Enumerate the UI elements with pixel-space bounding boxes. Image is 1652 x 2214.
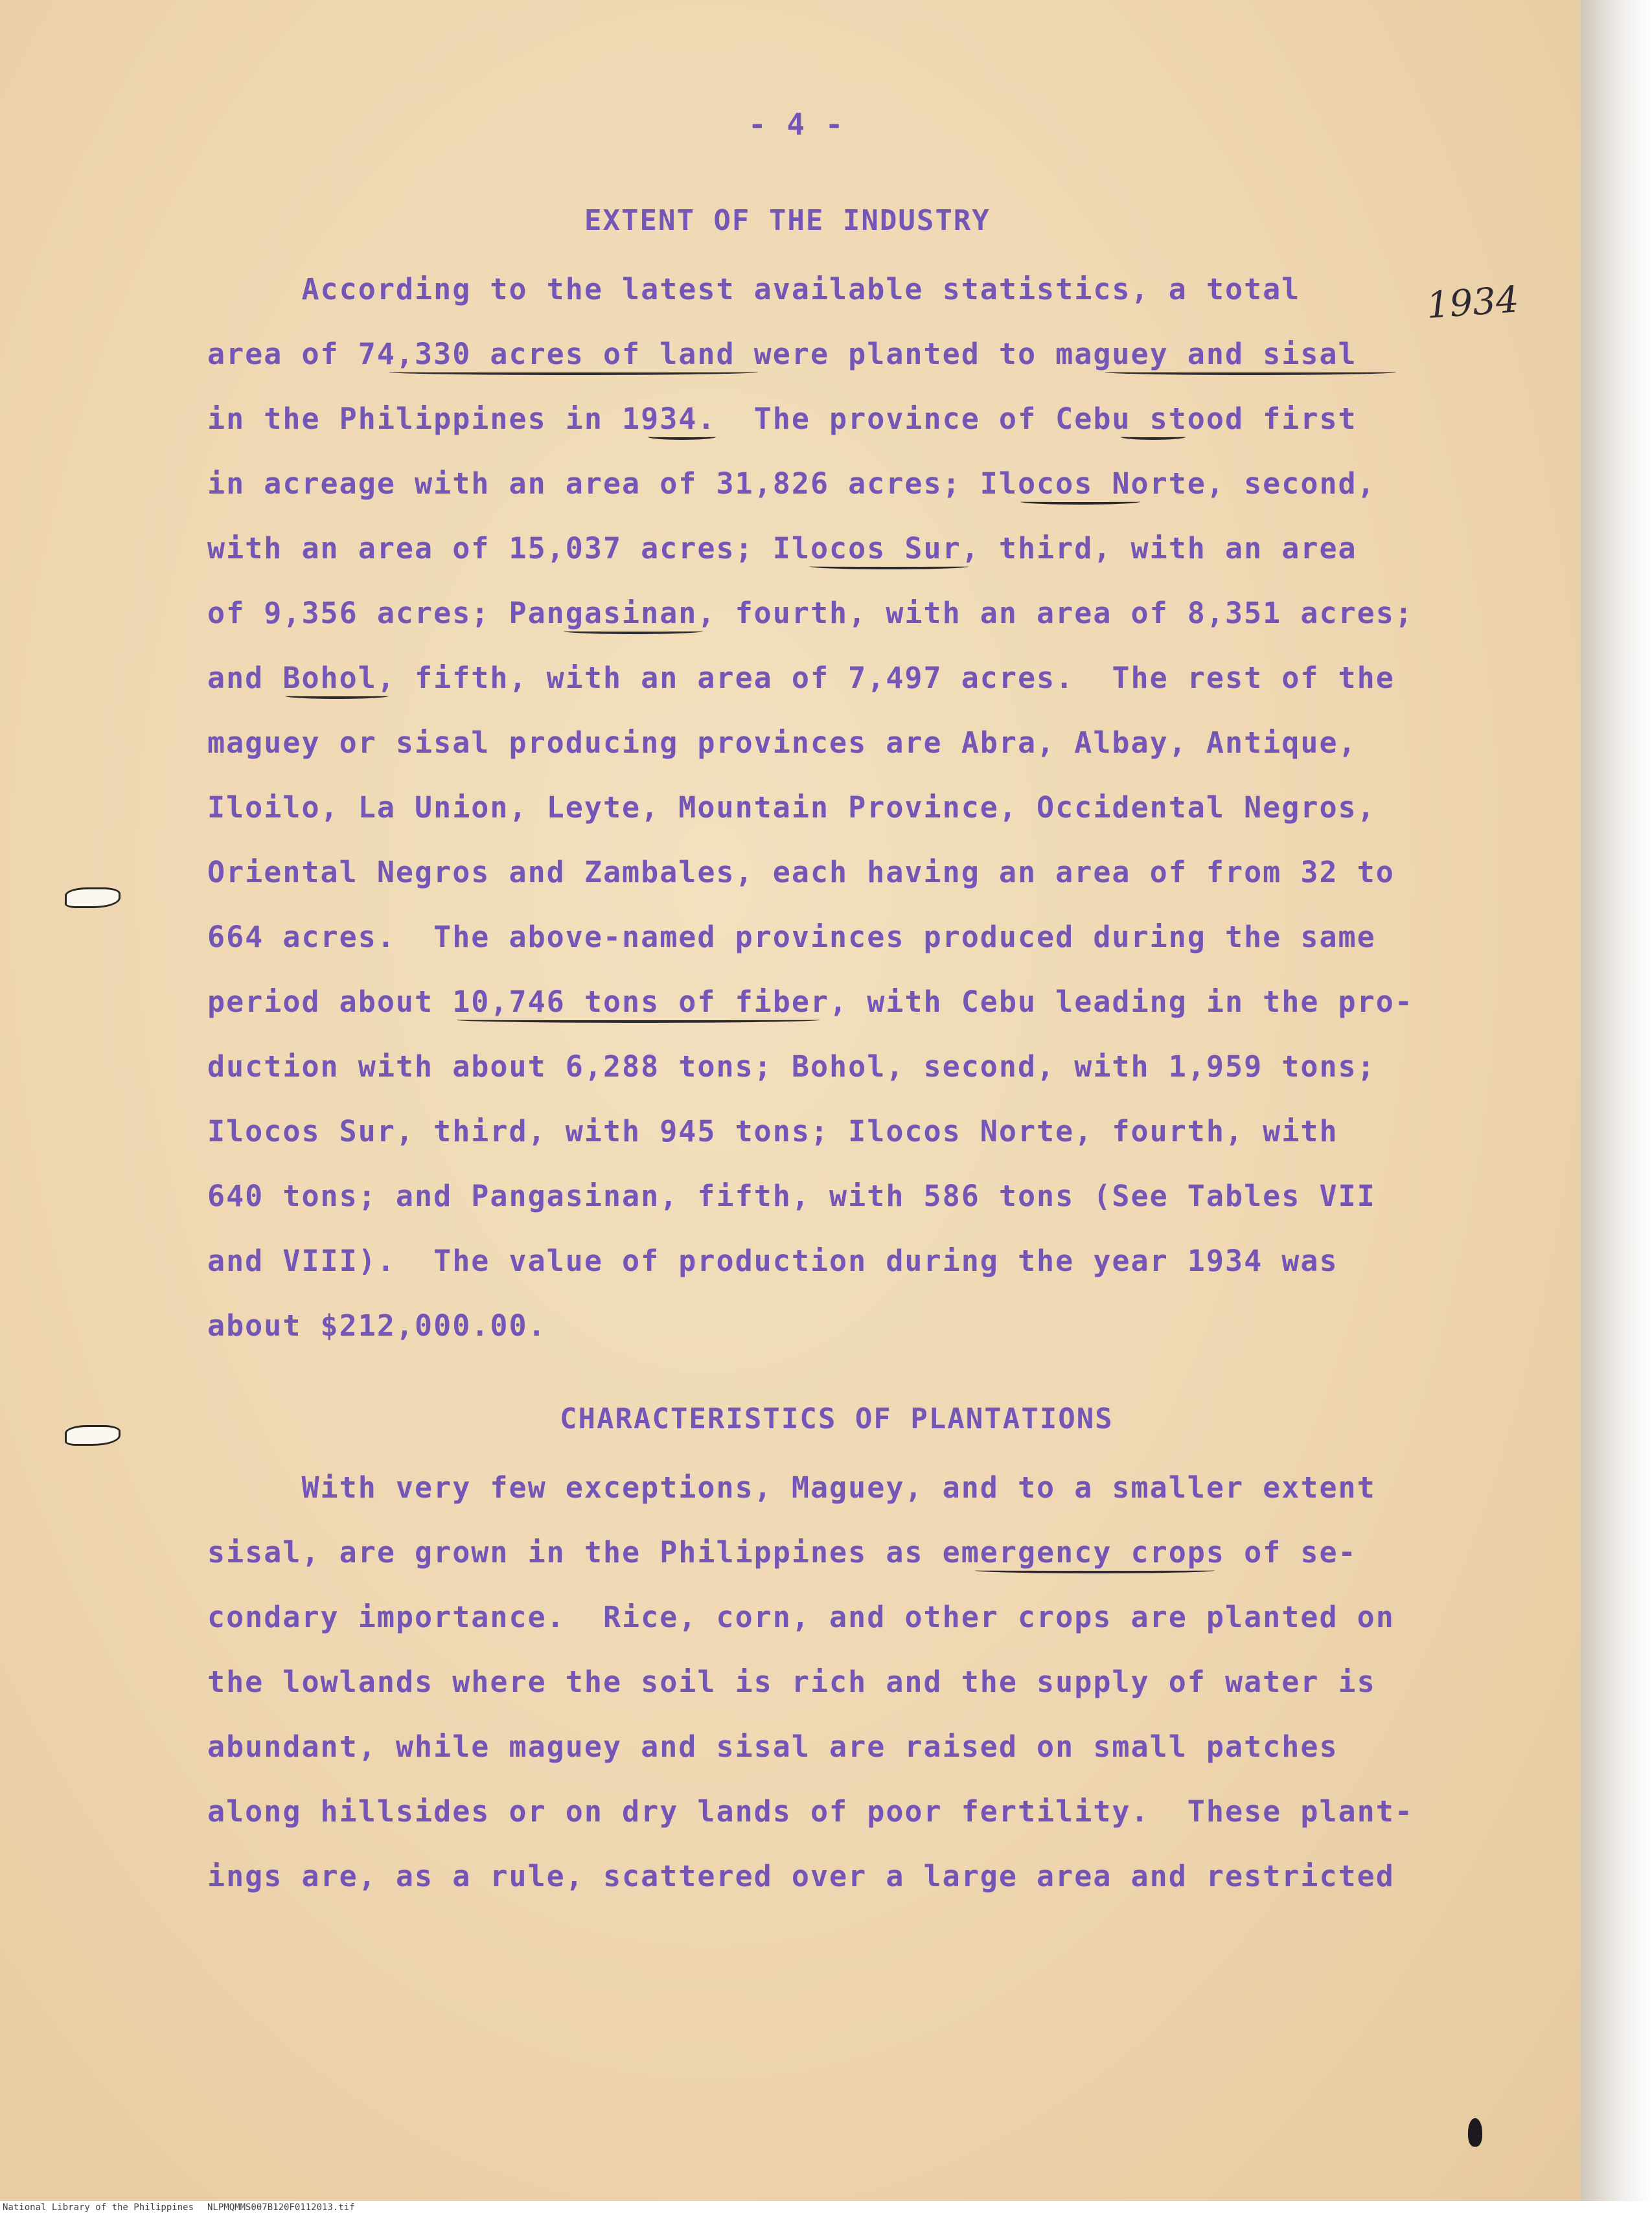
text-line: abundant, while maguey and sisal are raised on small patches — [207, 1729, 1338, 1764]
punch-hole — [65, 887, 120, 908]
punch-hole — [65, 1425, 120, 1446]
text-line: duction with about 6,288 tons; Bohol, second, with 1,959 tons; — [207, 1049, 1376, 1084]
text-line: Oriental Negros and Zambales, each having an area of from 32 to — [207, 855, 1395, 889]
text-line: of 9,356 acres; Pangasinan, fourth, with an area of 8,351 acres; — [207, 596, 1414, 630]
text-line: maguey or sisal producing provinces are Abra, Albay, Antique, — [207, 725, 1357, 760]
text-line: sisal, are grown in the Philippines as emergency crops of se- — [207, 1535, 1357, 1569]
handwritten-underline — [975, 1568, 1215, 1573]
text-line: period about 10,746 tons of fiber, with Cebu leading in the pro- — [207, 985, 1414, 1019]
text-line: condary importance. Rice, corn, and other crops are planted on — [207, 1600, 1395, 1634]
scan-footer — [0, 2201, 1652, 2214]
handwritten-underline — [1121, 434, 1186, 440]
text-line: According to the latest available statistics, a total — [207, 272, 1301, 306]
handwritten-underline — [389, 369, 758, 375]
text-line: the lowlands where the soil is rich and the supply of water is — [207, 1665, 1376, 1699]
text-line: area of 74,330 acres of land were planted to maguey and sisal — [207, 337, 1357, 371]
page-number: - 4 - — [748, 107, 845, 142]
text-line: and Bohol, fifth, with an area of 7,497 acres. The rest of the — [207, 661, 1395, 695]
scan-edge-shadow — [1581, 0, 1652, 2214]
handwritten-underline — [457, 1017, 820, 1023]
text-line: With very few exceptions, Maguey, and to a smaller extent — [207, 1470, 1376, 1505]
footer-file: NLPMQMMS007B120F0112013.tif — [207, 2202, 355, 2213]
handwritten-underline — [285, 693, 389, 699]
section-heading-characteristics: CHARACTERISTICS OF PLANTATIONS — [560, 1402, 1114, 1435]
section-heading-extent: EXTENT OF THE INDUSTRY — [584, 204, 991, 237]
handwritten-year-annotation: 1934 — [1425, 279, 1520, 327]
footer-library: National Library of the Philippines — [3, 2202, 194, 2213]
text-line: and VIII). The value of production during the year 1934 was — [207, 1244, 1338, 1278]
handwritten-underline — [648, 434, 716, 440]
text-line: in the Philippines in 1934. The province of Cebu stood first — [207, 402, 1357, 436]
text-line: 640 tons; and Pangasinan, fifth, with 586 tons (See Tables VII — [207, 1179, 1376, 1213]
handwritten-underline — [564, 628, 703, 634]
text-line: along hillsides or on dry lands of poor fertility. These plant- — [207, 1794, 1414, 1829]
handwritten-underline — [810, 564, 969, 569]
handwritten-underline — [1020, 499, 1140, 505]
text-line: about $212,000.00. — [207, 1308, 547, 1343]
text-line: ings are, as a rule, scattered over a large area and restricted — [207, 1859, 1395, 1893]
text-line: Iloilo, La Union, Leyte, Mountain Province, Occidental Negros, — [207, 790, 1376, 825]
handwritten-underline — [1105, 369, 1396, 375]
text-line: Ilocos Sur, third, with 945 tons; Ilocos Norte, fourth, with — [207, 1114, 1338, 1148]
text-line: in acreage with an area of 31,826 acres; Ilocos Norte, second, — [207, 466, 1376, 501]
text-line: with an area of 15,037 acres; Ilocos Sur, third, with an area — [207, 531, 1357, 565]
text-line: 664 acres. The above-named provinces produced during the same — [207, 920, 1376, 954]
ink-blot — [1468, 2118, 1482, 2147]
